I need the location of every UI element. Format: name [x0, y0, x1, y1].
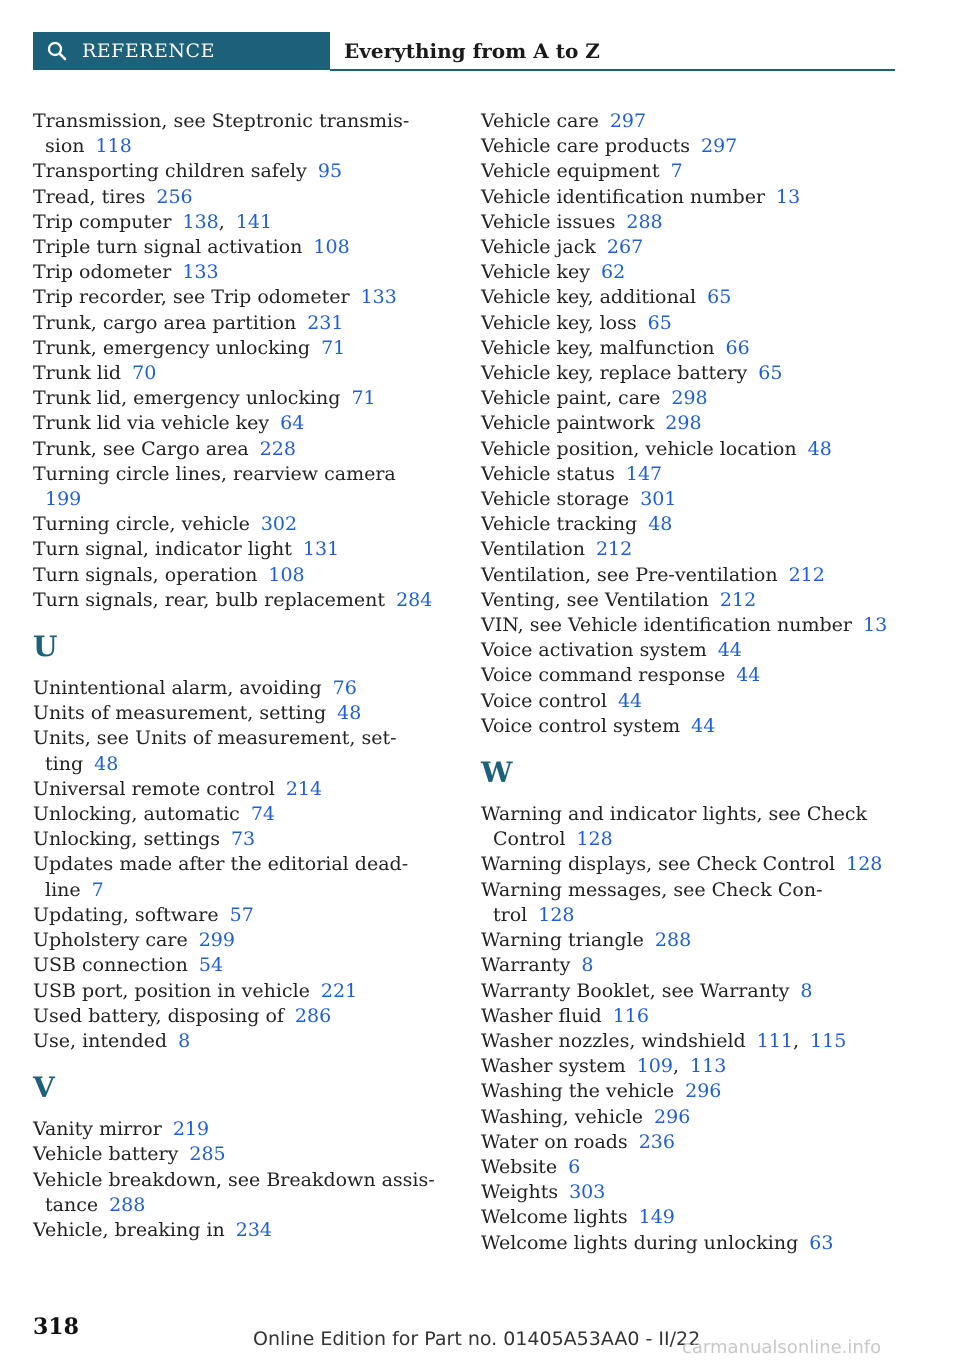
index-term: Vehicle key [481, 261, 591, 284]
index-term: Ventilation [481, 538, 585, 561]
index-entry [481, 386, 901, 411]
page-link[interactable]: 128 [576, 828, 613, 851]
index-term: Voice control [481, 689, 607, 712]
hyphen: - [816, 878, 823, 901]
index-term: Vehicle issues [481, 210, 616, 233]
page-link[interactable]: 62 [601, 261, 626, 284]
index-term: Used battery, disposing of [33, 1004, 284, 1027]
page-link[interactable]: 301 [640, 488, 677, 511]
index-term: Vehicle key, malfunction [481, 336, 715, 359]
page-link[interactable]: 296 [654, 1105, 691, 1128]
index-term: Turning circle, vehicle [33, 513, 250, 536]
index-term: Unlocking, settings [33, 828, 220, 851]
index-term: Vehicle storage [481, 488, 630, 511]
index-entry [33, 701, 438, 726]
index-term: Warning displays, see Check Control [481, 853, 836, 876]
index-term: Washer nozzles, windshield [481, 1029, 746, 1052]
page-link[interactable]: 44 [691, 714, 716, 737]
page-link[interactable]: 221 [320, 979, 358, 1002]
index-term: Voice command response [481, 664, 726, 687]
index-column-left [33, 109, 438, 1243]
page-link[interactable]: 44 [717, 639, 742, 662]
page-link[interactable]: 65 [707, 286, 732, 309]
index-term: Vehicle tracking [481, 513, 638, 536]
page-link[interactable]: 147 [625, 462, 663, 485]
index-term: Triple turn signal activation [33, 236, 303, 259]
index-entry [481, 361, 901, 386]
index-entry [481, 1004, 901, 1029]
page-link[interactable]: 128 [538, 903, 575, 926]
index-entry [33, 1117, 438, 1142]
index-term: Warning triangle [481, 929, 644, 952]
page-link[interactable]: 6 [568, 1155, 581, 1178]
index-letter-heading: W [481, 756, 513, 790]
page-link[interactable]: 76 [332, 677, 357, 700]
index-entry [33, 537, 438, 562]
page-link[interactable]: 128 [846, 853, 883, 876]
index-term: Trip odometer [33, 261, 172, 284]
page-link[interactable]: 219 [172, 1118, 210, 1141]
page-link[interactable]: 7 [91, 878, 104, 901]
section-tab [33, 32, 330, 70]
index-term: Turn signal, indicator light [33, 538, 292, 561]
page-link[interactable]: 118 [95, 135, 132, 158]
index-entry [33, 1142, 438, 1167]
page-link[interactable]: 95 [317, 160, 343, 183]
hyphen: - [401, 853, 409, 876]
index-entry [33, 726, 438, 776]
index-entry [481, 588, 901, 613]
index-term: VIN, see Vehicle identification number [481, 614, 853, 637]
page-link[interactable]: 65 [647, 311, 672, 334]
index-entry [481, 689, 901, 714]
index-entry [481, 638, 901, 663]
header-rule [330, 69, 895, 71]
page-link[interactable]: 71 [351, 387, 376, 410]
index-entry [33, 1168, 438, 1218]
index-term: Washing, vehicle [481, 1105, 644, 1128]
index-entry [33, 827, 438, 852]
index-entry [33, 361, 438, 386]
index-term: USB port, position in vehicle [33, 979, 310, 1002]
index-term: Weights [481, 1181, 559, 1204]
index-entry [481, 1231, 901, 1256]
index-entry [481, 336, 901, 361]
page-link[interactable]: 48 [337, 702, 362, 725]
page-link[interactable]: 116 [612, 1004, 649, 1027]
index-term-continuation: sion [45, 135, 85, 158]
index-entry [33, 411, 438, 436]
page-link[interactable]: 212 [788, 563, 825, 586]
page-separator: , [218, 210, 225, 233]
index-term: Tread, tires [33, 185, 146, 208]
index-entry [33, 953, 438, 978]
index-entry [33, 1004, 438, 1029]
index-entry [481, 185, 901, 210]
index-entry [481, 210, 901, 235]
index-entry [33, 512, 438, 537]
index-entry [33, 336, 438, 361]
index-term: Vehicle care [481, 110, 599, 132]
index-entry [481, 1180, 901, 1205]
index-term: Vehicle key, additional [481, 286, 697, 309]
index-entry [481, 714, 901, 739]
index-term: Turn signals, rear, bulb replacement [33, 588, 386, 611]
index-entry [481, 852, 901, 877]
index-entry [33, 159, 438, 184]
index-entry [481, 134, 901, 159]
hyphen: - [402, 110, 410, 132]
index-term: Warning messages, see Check Con [481, 878, 817, 901]
page-link[interactable]: 212 [595, 538, 633, 561]
page-link[interactable]: 288 [654, 929, 692, 952]
index-term: USB connection [33, 954, 188, 977]
section-label: REFERENCE [82, 40, 215, 62]
index-entry [481, 235, 901, 260]
index-entry [481, 1054, 901, 1079]
page-link[interactable]: 63 [809, 1231, 834, 1254]
index-term: Units, see Units of measurement, set [33, 727, 391, 750]
index-entry [481, 1130, 901, 1155]
search-icon [47, 41, 67, 61]
index-term: Vehicle paintwork [481, 412, 655, 435]
index-entry [481, 411, 901, 436]
index-term: Unintentional alarm, avoiding [33, 677, 322, 700]
index-term: Warning and indicator lights, see Check [481, 803, 867, 826]
index-term: Vehicle position, vehicle location [481, 437, 797, 460]
page-link[interactable]: 44 [736, 664, 761, 687]
page-link[interactable]: 297 [700, 135, 738, 158]
index-term: Use, intended [33, 1029, 168, 1052]
page-link[interactable]: 141 [235, 210, 273, 233]
page-link[interactable]: 66 [725, 336, 750, 359]
page-link[interactable]: 64 [280, 412, 305, 435]
index-term: Transmission, see Steptronic transmis [33, 110, 403, 132]
page-link[interactable]: 133 [182, 261, 219, 284]
index-term-continuation: Control [493, 828, 566, 851]
index-entry [33, 563, 438, 588]
index-entry [481, 512, 901, 537]
page-link[interactable]: 285 [189, 1143, 226, 1166]
index-entry [33, 462, 438, 512]
page-link[interactable]: 65 [758, 362, 783, 385]
index-term: Vehicle jack [481, 236, 596, 259]
index-entry [481, 802, 901, 852]
page-link[interactable]: 133 [360, 286, 397, 309]
index-term: Turning circle lines, rearview camera [33, 462, 396, 485]
index-entry [33, 903, 438, 928]
index-term-continuation: trol [493, 903, 528, 926]
index-term-continuation: ting [45, 752, 84, 775]
page-link[interactable]: 199 [45, 488, 82, 511]
page-link[interactable]: 8 [178, 1029, 191, 1052]
index-entry [33, 588, 438, 613]
page-link[interactable]: 54 [198, 954, 224, 977]
index-entry [481, 109, 901, 134]
index-term: Upholstery care [33, 929, 188, 952]
index-term: Welcome lights during unlocking [481, 1231, 799, 1254]
page-link[interactable]: 8 [581, 954, 594, 977]
page-link[interactable]: 228 [259, 437, 296, 460]
page-link[interactable]: 108 [268, 563, 305, 586]
page-link[interactable]: 302 [260, 513, 298, 536]
page-link[interactable]: 113 [690, 1055, 727, 1078]
index-term: Trunk lid, emergency unlocking [33, 387, 341, 410]
page-link[interactable]: 286 [294, 1004, 332, 1027]
index-entry [33, 260, 438, 285]
page-link[interactable]: 111 [756, 1029, 793, 1052]
index-term: Vehicle, breaking in [33, 1218, 225, 1241]
index-entry [481, 159, 901, 184]
index-term: Vehicle identification number [481, 185, 766, 208]
index-term: Warranty [481, 954, 571, 977]
index-entry [481, 437, 901, 462]
index-entry [33, 852, 438, 902]
index-entry [33, 185, 438, 210]
index-term: Washer system [481, 1055, 626, 1078]
page-link[interactable]: 138 [182, 210, 219, 233]
index-entry [33, 235, 438, 260]
index-entry [481, 1105, 901, 1130]
index-entry [33, 285, 438, 310]
page-link[interactable]: 71 [321, 336, 346, 359]
page-link[interactable]: 149 [638, 1206, 675, 1229]
edition-footer: Online Edition for Part no. 01405A53AA0 - II/22 [253, 1328, 701, 1350]
index-entry [33, 979, 438, 1004]
index-entry [481, 1079, 901, 1104]
index-term: Transporting children safely [33, 160, 307, 183]
page-link[interactable]: 236 [638, 1130, 675, 1153]
page-link[interactable]: 109 [636, 1055, 673, 1078]
index-column-right [481, 109, 901, 1256]
hyphen: - [428, 1168, 435, 1191]
page-link[interactable]: 212 [719, 588, 757, 611]
index-letter-heading: U [33, 630, 58, 664]
index-term: Voice activation system [481, 639, 707, 662]
index-entry [33, 311, 438, 336]
page-link[interactable]: 267 [606, 236, 644, 259]
index-entry [481, 462, 901, 487]
page-link[interactable]: 115 [810, 1029, 847, 1052]
watermark: carmanualsonline.info [682, 1337, 882, 1358]
page-link[interactable]: 298 [671, 387, 708, 410]
index-entry [33, 777, 438, 802]
index-entry [481, 260, 901, 285]
index-term: Website [481, 1155, 558, 1178]
page-link[interactable]: 288 [626, 210, 663, 233]
page-link[interactable]: 234 [235, 1218, 273, 1241]
index-term: Trunk lid [33, 362, 122, 385]
page-link[interactable]: 299 [198, 929, 235, 952]
page-link[interactable]: 284 [396, 588, 433, 611]
page-link[interactable]: 73 [230, 828, 256, 851]
index-term: Vehicle key, replace battery [481, 362, 748, 385]
index-letter-heading: V [33, 1071, 55, 1105]
page-link[interactable]: 57 [229, 903, 254, 926]
page-number: 318 [33, 1314, 79, 1340]
index-entry [481, 537, 901, 562]
index-term: Universal remote control [33, 777, 275, 800]
page-link[interactable]: 296 [685, 1080, 722, 1103]
index-entry [33, 1029, 438, 1054]
page-link[interactable]: 48 [648, 513, 673, 536]
index-term: Vehicle key, loss [481, 311, 637, 334]
page-link[interactable]: 214 [285, 777, 323, 800]
hyphen: - [390, 727, 397, 750]
index-term: Trunk lid via vehicle key [33, 412, 270, 435]
index-entry [33, 210, 438, 235]
index-term: Vehicle breakdown, see Breakdown assis [33, 1168, 429, 1191]
page-link[interactable]: 74 [250, 803, 275, 826]
page-link[interactable]: 231 [307, 311, 344, 334]
index-entry [33, 928, 438, 953]
page-link[interactable]: 131 [302, 538, 340, 561]
index-term: Units of measurement, setting [33, 702, 327, 725]
page-link[interactable]: 298 [665, 412, 702, 435]
index-entry [33, 437, 438, 462]
page-link[interactable]: 13 [863, 614, 888, 637]
index-entry [481, 878, 901, 928]
index-term: Welcome lights [481, 1206, 628, 1229]
index-term: Water on roads [481, 1130, 628, 1153]
index-entry [481, 285, 901, 310]
index-term: Ventilation, see Pre-ventilation [481, 563, 778, 586]
page-title: Everything from A to Z [344, 39, 600, 63]
index-term: Trip computer [33, 210, 172, 233]
index-entry [33, 109, 438, 159]
index-term: Trip recorder, see Trip odometer [33, 286, 350, 309]
index-entry [481, 563, 901, 588]
index-term: Vehicle paint, care [481, 387, 661, 410]
page-link[interactable]: 13 [776, 185, 801, 208]
page-link[interactable]: 48 [807, 437, 832, 460]
index-term: Warranty Booklet, see Warranty [481, 979, 790, 1002]
index-term-continuation: line [45, 878, 81, 901]
index-entry [33, 386, 438, 411]
index-term: Voice control system [481, 714, 681, 737]
index-term: Vanity mirror [33, 1118, 162, 1141]
page-separator: , [672, 1055, 680, 1078]
page-link[interactable]: 303 [569, 1181, 606, 1204]
index-term: Vehicle status [481, 462, 615, 485]
page-header [33, 32, 895, 71]
index-term: Updating, software [33, 903, 219, 926]
index-term: Vehicle care products [481, 135, 690, 158]
page-link[interactable]: 44 [617, 689, 643, 712]
page-link[interactable]: 8 [800, 979, 813, 1002]
page-separator: , [792, 1029, 800, 1052]
page-link[interactable]: 297 [609, 110, 647, 132]
index-term: Vehicle equipment [481, 160, 660, 183]
index-term: Trunk, cargo area partition [33, 311, 297, 334]
page-link[interactable]: 7 [670, 160, 683, 183]
index-entry [481, 1029, 901, 1054]
index-entry [481, 953, 901, 978]
index-term: Washer fluid [481, 1004, 602, 1027]
index-entry [481, 663, 901, 688]
index-entry [481, 979, 901, 1004]
page-link[interactable]: 288 [109, 1193, 146, 1216]
index-term: Trunk, see Cargo area [33, 437, 249, 460]
index-entry [481, 613, 901, 638]
page-link[interactable]: 70 [132, 362, 157, 385]
index-entry [481, 311, 901, 336]
index-entry [33, 1218, 438, 1243]
page-link[interactable]: 256 [156, 185, 193, 208]
page-link[interactable]: 108 [313, 236, 350, 259]
index-entry [481, 487, 901, 512]
index-entry [481, 1155, 901, 1180]
index-entry [33, 802, 438, 827]
index-entry [33, 676, 438, 701]
index-term: Washing the vehicle [481, 1080, 675, 1103]
index-term: Updates made after the editorial dead [33, 853, 402, 876]
index-term-continuation: tance [45, 1193, 99, 1216]
page-link[interactable]: 48 [94, 752, 119, 775]
index-term: Venting, see Ventilation [481, 588, 709, 611]
index-entry [481, 1205, 901, 1230]
index-entry [481, 928, 901, 953]
index-term: Unlocking, automatic [33, 803, 240, 826]
index-term: Turn signals, operation [33, 563, 258, 586]
index-term: Trunk, emergency unlocking [33, 336, 311, 359]
index-term: Vehicle battery [33, 1143, 179, 1166]
